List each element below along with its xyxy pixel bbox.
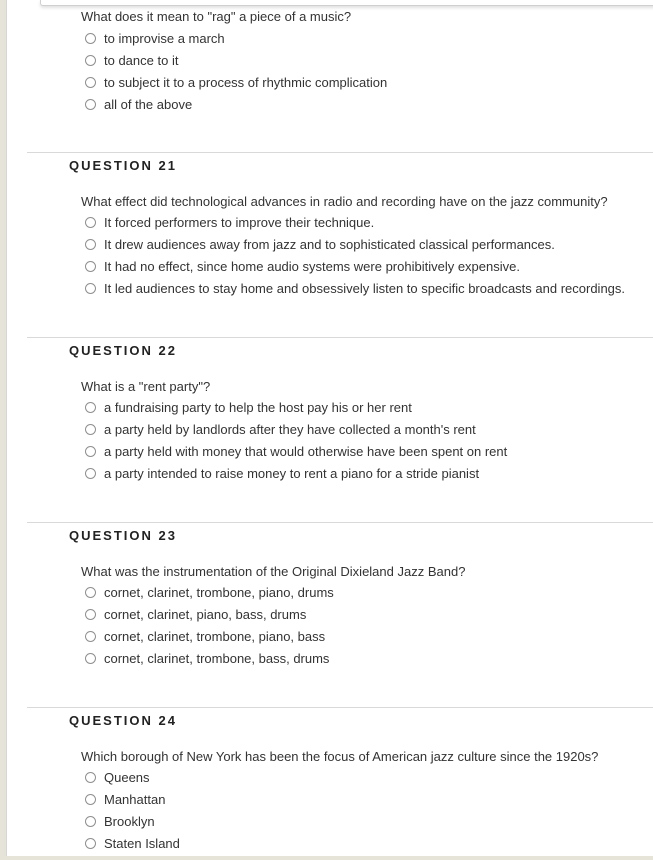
radio-button[interactable]: [85, 239, 96, 250]
answer-label[interactable]: Staten Island: [104, 835, 180, 851]
top-toolbar-edge: [40, 0, 653, 6]
answer-label[interactable]: a party intended to raise money to rent a piano for a stride pianist: [104, 465, 480, 481]
question-divider: [27, 337, 653, 338]
radio-button[interactable]: [85, 653, 96, 664]
radio-button[interactable]: [85, 33, 96, 44]
question-prompt: What is a "rent party"?: [81, 379, 211, 394]
answer-label[interactable]: Queens: [104, 769, 150, 785]
answer-label[interactable]: a party held by landlords after they have collected a month's rent: [104, 421, 476, 437]
radio-button[interactable]: [85, 587, 96, 598]
question-heading: QUESTION 22: [69, 343, 177, 358]
answer-option[interactable]: [85, 832, 180, 854]
radio-button[interactable]: [85, 217, 96, 228]
radio-button[interactable]: [85, 99, 96, 110]
answer-label[interactable]: It led audiences to stay home and obsessively listen to specific broadcasts and recordings.: [104, 280, 626, 296]
answer-label[interactable]: all of the above: [104, 96, 193, 112]
answer-label[interactable]: to subject it to a process of rhythmic complication: [104, 74, 388, 90]
answer-option[interactable]: [85, 277, 625, 299]
answer-option[interactable]: [85, 462, 479, 484]
answer-label[interactable]: to dance to it: [104, 52, 179, 68]
answer-option[interactable]: [85, 27, 225, 49]
answer-label[interactable]: a party held with money that would otherwise have been spent on rent: [104, 443, 508, 459]
question-prompt: What effect did technological advances in radio and recording have on the jazz community?: [81, 194, 608, 209]
answer-label[interactable]: cornet, clarinet, trombone, piano, drums: [104, 584, 334, 600]
answer-option[interactable]: [85, 766, 150, 788]
question-heading: QUESTION 23: [69, 528, 177, 543]
answer-option[interactable]: [85, 418, 476, 440]
answer-option[interactable]: [85, 49, 178, 71]
answer-label[interactable]: Brooklyn: [104, 813, 155, 829]
page-bottom-edge: [0, 856, 653, 860]
answer-option[interactable]: [85, 71, 387, 93]
answer-option[interactable]: [85, 625, 325, 647]
radio-button[interactable]: [85, 77, 96, 88]
radio-button[interactable]: [85, 772, 96, 783]
answer-label[interactable]: It forced performers to improve their technique.: [104, 214, 375, 230]
question-prompt: What does it mean to "rag" a piece of a music?: [81, 9, 352, 24]
quiz-page: [6, 0, 653, 856]
radio-button[interactable]: [85, 794, 96, 805]
radio-button[interactable]: [85, 631, 96, 642]
answer-label[interactable]: a fundraising party to help the host pay his or her rent: [104, 399, 412, 415]
question-divider: [27, 152, 653, 153]
radio-button[interactable]: [85, 261, 96, 272]
question-prompt: What was the instrumentation of the Original Dixieland Jazz Band?: [81, 564, 466, 579]
answer-option[interactable]: [85, 396, 412, 418]
radio-button[interactable]: [85, 283, 96, 294]
radio-button[interactable]: [85, 55, 96, 66]
question-prompt: Which borough of New York has been the focus of American jazz culture since the 1920s?: [81, 749, 599, 764]
answer-label[interactable]: cornet, clarinet, trombone, bass, drums: [104, 650, 330, 666]
radio-button[interactable]: [85, 402, 96, 413]
question-heading: QUESTION 24: [69, 713, 177, 728]
answer-option[interactable]: [85, 233, 555, 255]
question-heading: QUESTION 21: [69, 158, 177, 173]
question-divider: [27, 522, 653, 523]
answer-option[interactable]: [85, 810, 155, 832]
answer-option[interactable]: [85, 581, 334, 603]
answer-option[interactable]: [85, 603, 306, 625]
radio-button[interactable]: [85, 446, 96, 457]
answer-label[interactable]: Manhattan: [104, 791, 166, 807]
radio-button[interactable]: [85, 609, 96, 620]
answer-option[interactable]: [85, 93, 192, 115]
answer-label[interactable]: It had no effect, since home audio systems were prohibitively expensive.: [104, 258, 520, 274]
radio-button[interactable]: [85, 424, 96, 435]
radio-button[interactable]: [85, 816, 96, 827]
question-divider: [27, 707, 653, 708]
answer-label[interactable]: cornet, clarinet, trombone, piano, bass: [104, 628, 326, 644]
answer-option[interactable]: [85, 255, 520, 277]
radio-button[interactable]: [85, 838, 96, 849]
answer-option[interactable]: [85, 211, 374, 233]
answer-option[interactable]: [85, 440, 507, 462]
radio-button[interactable]: [85, 468, 96, 479]
answer-option[interactable]: [85, 788, 165, 810]
answer-label[interactable]: to improvise a march: [104, 30, 225, 46]
answer-label[interactable]: It drew audiences away from jazz and to sophisticated classical performances.: [104, 236, 555, 252]
answer-option[interactable]: [85, 647, 329, 669]
answer-label[interactable]: cornet, clarinet, piano, bass, drums: [104, 606, 307, 622]
